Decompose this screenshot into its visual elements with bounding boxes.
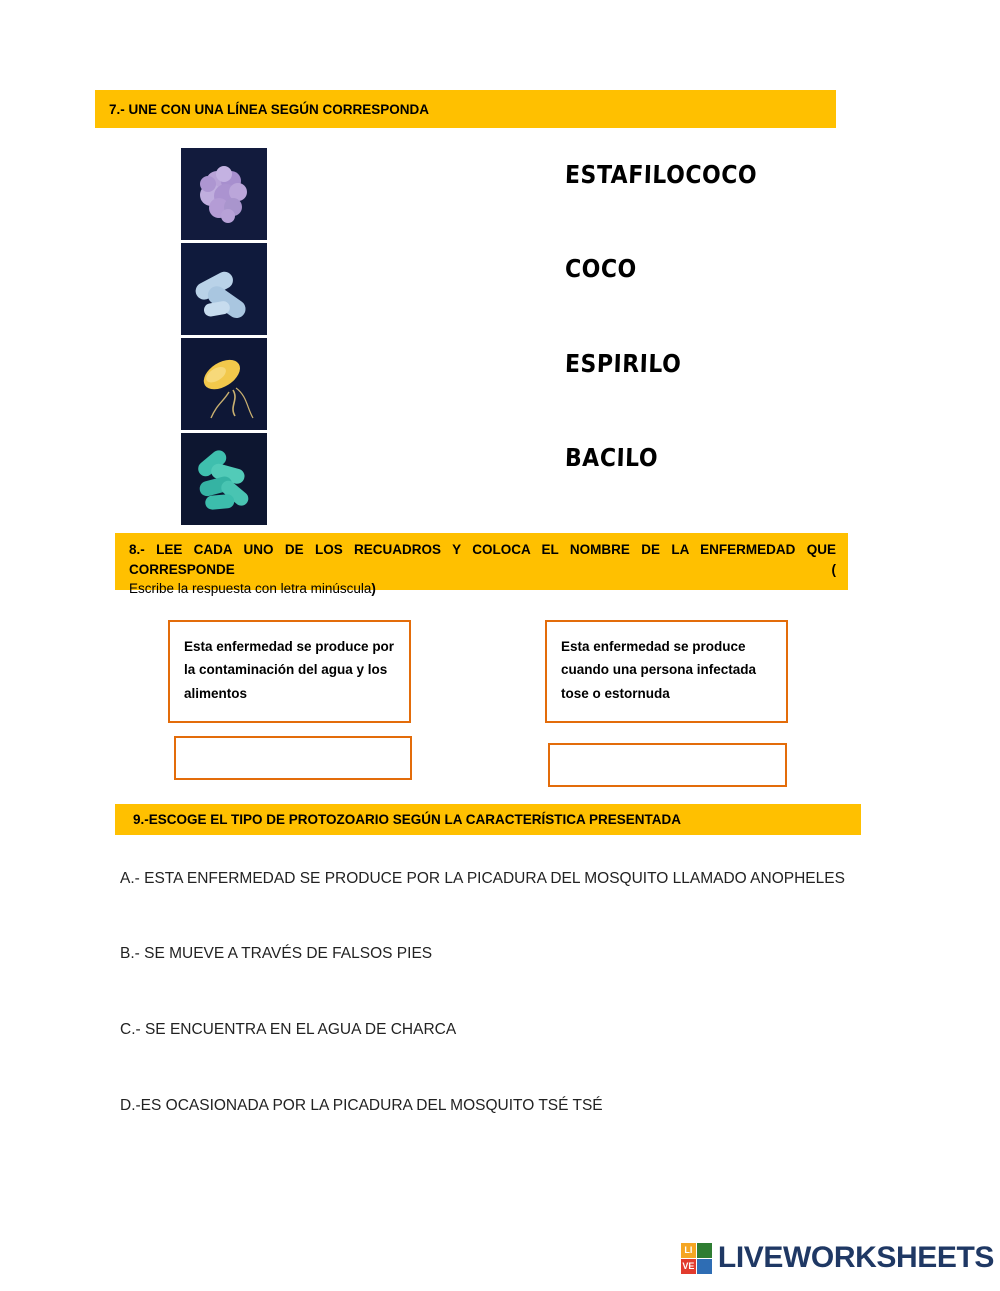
match-label-espirilo[interactable]: ESPIRILO (564, 350, 682, 379)
statement-left-text: Esta enfermedad se produce por la contaminación del agua y los alimentos (184, 639, 395, 701)
match-label-coco[interactable]: COCO (564, 255, 638, 284)
section-8-title-note: Escribe la respuesta con letra minúscula (129, 581, 372, 597)
liveworksheets-logo[interactable] (681, 1241, 994, 1275)
answer-field-right[interactable] (548, 743, 787, 787)
section-8-title-close: ) (371, 581, 376, 597)
staphylococcus-cluster-image (181, 148, 267, 240)
section-9-title: 9.-ESCOGE EL TIPO DE PROTOZOARIO SEGÚN LA CARACTERÍSTICA PRESENTADA (133, 812, 682, 828)
liveworksheets-logo-mark (681, 1243, 712, 1274)
logo-cell-ve: VE (681, 1259, 696, 1274)
logo-cell-blue (697, 1259, 712, 1274)
liveworksheets-logo-text: LIVEWORKSHEETS (717, 1241, 994, 1274)
section-heading-9 (115, 804, 861, 835)
coccus-pair-image (181, 243, 267, 335)
answer-field-left[interactable] (174, 736, 412, 780)
question-9-item-b: B.- SE MUEVE A TRAVÉS DE FALSOS PIES (120, 945, 433, 962)
statement-box-right (545, 620, 788, 723)
section-8-title-bold: 8.- LEE CADA UNO DE LOS RECUADROS Y COLOCA EL NOMBRE DE LA ENFERMEDAD QUE CORRESPONDE ( (129, 542, 836, 577)
question-9-item-d: D.-ES OCASIONADA POR LA PICADURA DEL MOSQUITO TSÉ TSÉ (120, 1097, 603, 1114)
bacillus-chain-image (181, 433, 267, 525)
section-7-title: 7.- UNE CON UNA LÍNEA SEGÚN CORRESPONDA (109, 101, 430, 117)
question-9-item-c: C.- SE ENCUENTRA EN EL AGUA DE CHARCA (120, 1021, 457, 1038)
logo-cell-green (697, 1243, 712, 1258)
logo-cell-li: LI (681, 1243, 696, 1258)
question-9-item-a: A.- ESTA ENFERMEDAD SE PRODUCE POR LA PICADURA DEL MOSQUITO LLAMADO ANOPHELES (120, 870, 845, 887)
statement-box-left (168, 620, 411, 723)
spirillum-flagellum-image (181, 338, 267, 430)
match-label-bacilo[interactable]: BACILO (564, 444, 659, 473)
section-heading-8 (115, 533, 848, 597)
statement-right-text: Esta enfermedad se produce cuando una persona infectada tose o estornuda (561, 639, 757, 701)
match-label-estafilococo[interactable]: ESTAFILOCOCO (564, 161, 758, 190)
section-heading-7 (95, 90, 836, 128)
